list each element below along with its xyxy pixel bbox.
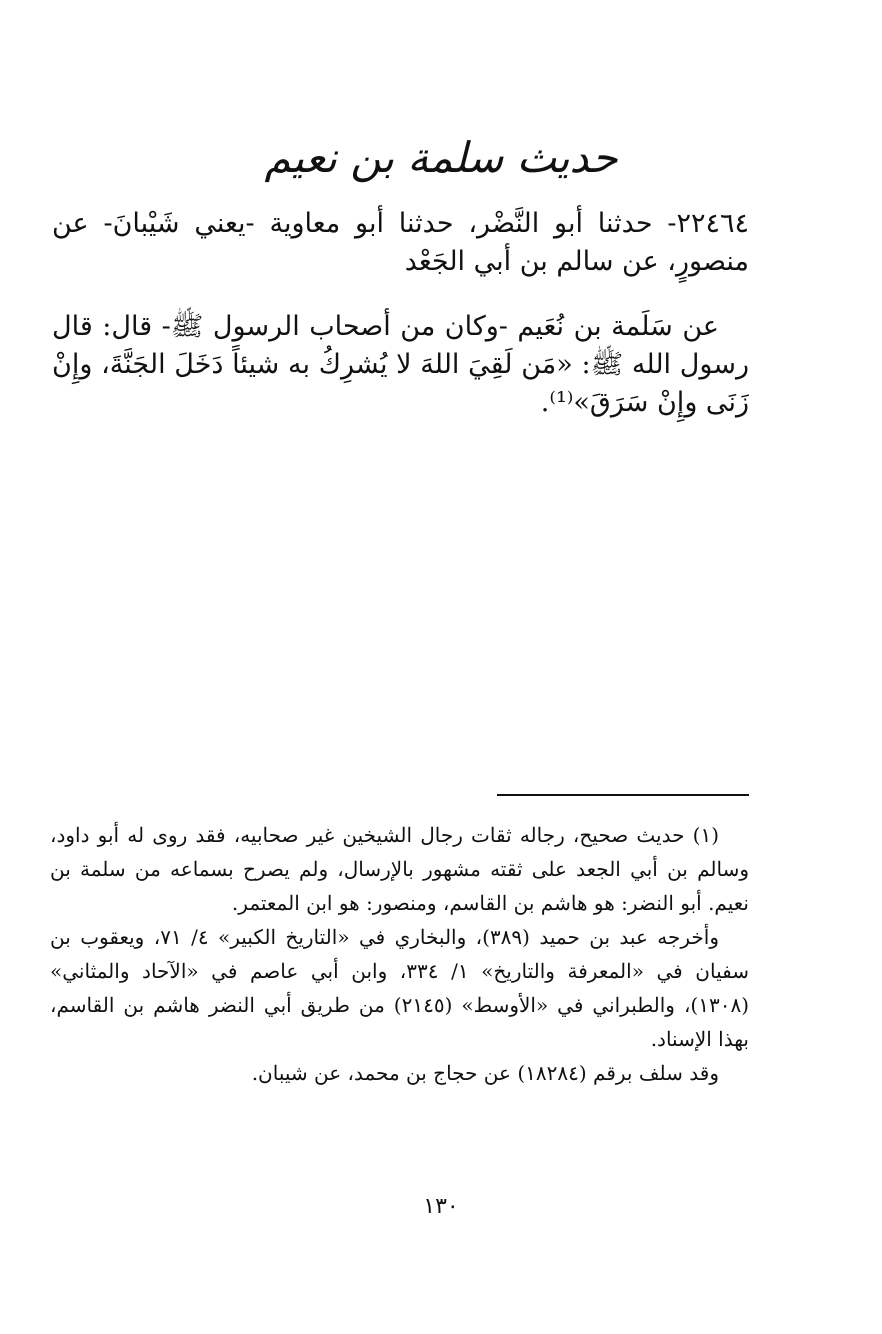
footnote-divider	[497, 794, 749, 796]
page-number: ١٣٠	[423, 1194, 459, 1219]
footnote-1: (١) حديث صحيح، رجاله ثقات رجال الشيخين غير صحابيه، فقد روى له أبو داود، وسالم بن أبي الجعد على ثقته مشهور بالإرسال، ولم يصرح بسماعه من سلمة بن نعيم. أبو النضر: هو هاشم بن القاسم، ومنصور: هو ابن المعتمر.	[50, 823, 750, 915]
footnote-sources: وأخرجه عبد بن حميد (٣٨٩)، والبخاري في «التاريخ الكبير» ٤/ ٧١، ويعقوب بن سفيان في «المعرفة والتاريخ» ١/ ٣٣٤، وابن أبي عاصم في «الآحاد والمثاني» (١٣٠٨)، والطبراني في «الأوسط» (٢١٤٥) من طريق أبي النضر هاشم بن القاسم، بهذا الإسناد.	[50, 925, 749, 1051]
footnotes	[50, 818, 749, 1090]
matn-paragraph: عن سَلَمة بن نُعَيم -وكان من أصحاب الرسول ﷺ- قال: قال رسول الله ﷺ: «مَن لَقِيَ اللهَ لا يُشرِكُ به شيئاً دَخَلَ الجَنَّةَ، وإِنْ زَنَى وإِنْ سَرَقَ»⁽¹⁾.	[52, 311, 749, 418]
isnad-paragraph: ٢٢٤٦٤- حدثنا أبو النَّضْر، حدثنا أبو معاوية -يعني شَيْبانَ- عن منصورٍ، عن سالم بن أبي الجَعْد	[52, 208, 749, 277]
hadith-heading: حديث سلمة بن نعيم	[264, 133, 618, 182]
footnote-cross-reference: وقد سلف برقم (١٨٢٨٤) عن حجاج بن محمد، عن شيبان.	[251, 1061, 719, 1085]
